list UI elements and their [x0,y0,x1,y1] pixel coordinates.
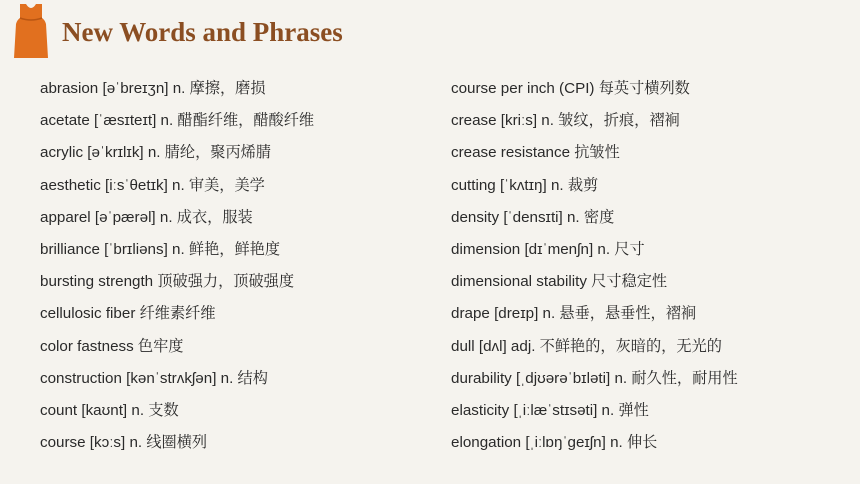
vocabulary-entry: crease [kriːs] n. 皱纹，折痕，褶裥 [451,112,680,130]
page-title: New Words and Phrases [62,17,343,47]
vocabulary-entry: cutting [ˈkʌtɪŋ] n. 裁剪 [451,176,599,194]
vocabulary-entry: dimensional stability 尺寸稳定性 [451,273,668,291]
vocabulary-entry: elasticity [ˌiːlæˈstɪsəti] n. 弹性 [451,401,649,419]
vocabulary-entry: construction [kənˈstrʌkʃən] n. 结构 [40,369,268,387]
vocabulary-entry: color fastness 色牢度 [40,337,184,355]
vocabulary-entry: apparel [əˈpærəl] n. 成衣，服装 [40,208,253,226]
vocabulary-entry: brilliance [ˈbrɪliəns] n. 鲜艳，鲜艳度 [40,240,281,258]
vocabulary-entry: cellulosic fiber 纤维素纤维 [40,305,216,323]
vocabulary-list-left [40,73,430,459]
vocabulary-entry: drape [dreɪp] n. 悬垂，悬垂性，褶裥 [451,305,697,323]
vocabulary-entry: acetate [ˈæsɪteɪt] n. 醋酯纤维，醋酸纤维 [40,112,315,130]
vocabulary-entry: elongation [ˌiːlɒŋˈgeɪʃn] n. 伸长 [451,434,658,452]
vocabulary-entry: count [kaʊnt] n. 支数 [40,401,179,419]
vocabulary-entry: durability [ˌdjʊərəˈbɪləti] n. 耐久性，耐用性 [451,369,738,387]
vocabulary-entry: acrylic [əˈkrɪlɪk] n. 腈纶，聚丙烯腈 [40,144,272,162]
vocabulary-entry: abrasion [əˈbreɪʒn] n. 摩擦，磨损 [40,80,266,97]
vocabulary-entry: course [kɔːs] n. 线圈横列 [40,434,208,452]
vocabulary-entry: bursting strength 顶破强力，顶破强度 [40,273,295,291]
vocabulary-entry: density [ˈdensɪti] n. 密度 [451,208,615,226]
vocabulary-entry: crease resistance 抗皱性 [451,144,620,162]
vocabulary-list-right [451,73,851,459]
vocabulary-entry: course per inch (CPI) 每英寸横列数 [451,80,690,97]
dress-icon [14,4,48,58]
vocabulary-entry: aesthetic [iːsˈθetɪk] n. 审美，美学 [40,176,265,194]
vocabulary-entry: dull [dʌl] adj. 不鲜艳的，灰暗的，无光的 [451,337,722,355]
vocabulary-entry: dimension [dɪˈmenʃn] n. 尺寸 [451,240,645,258]
